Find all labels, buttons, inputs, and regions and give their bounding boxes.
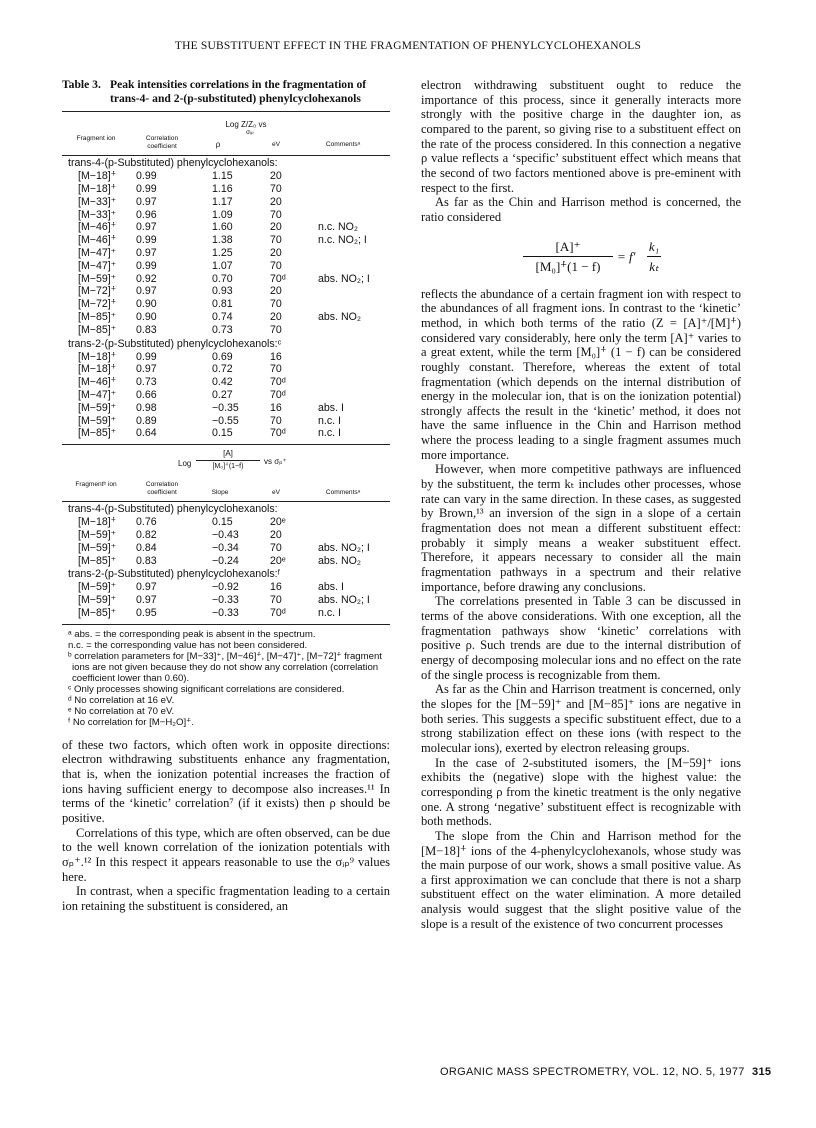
cell-rho-value: 1.25 [212,246,233,259]
cell-ev-value: 70ᵈ [270,388,286,401]
cell-fragment-ion: [M−46]⁺̇ [78,234,117,247]
part1-section-title: trans-2-(p-Substituted) phenylcyclohexanols:ᶜ [68,337,282,350]
cell-rho-value: 1.60 [212,221,233,234]
cell-slope-value: −0.24 [212,554,239,567]
part2-col-fragment: Fragmentᵇ ion [75,481,117,489]
part2-section-title: trans-4-(p-Substituted) phenylcyclohexanols: [68,503,278,516]
cell-correlation-coefficient: 0.83 [136,323,157,336]
cell-fragment-ion: [M−85]⁺ [78,606,117,619]
footnote: n.c. = the corresponding value has not been considered. [68,639,308,651]
right-paragraph-5: The correlations presented in Table 3 can be discussed in terms of the above considerations. With one exception, all the fragmentation pathways show ‘kinetic’ correlations with positive ρ. Such trends are due to the internal distribution of energy of decomposing molecular ions and no effect on the rate of the single process is recognizable from them. [421,594,741,682]
cell-correlation-coefficient: 0.97 [136,363,157,376]
table-row [62,402,390,415]
cell-fragment-ion: [M−59]⁺ [78,581,117,594]
part2-col-ev: eV [271,489,281,497]
cell-rho-value: −0.55 [212,414,239,427]
formula-k-den: kₜ [649,258,659,274]
part2-title-vs: vs σₚ⁺ [264,457,287,467]
table-row [62,516,390,529]
part1-body [62,156,390,440]
part2-col-corr: Correlation coefficient [145,481,179,496]
cell-ev-value: 16 [270,401,282,414]
right-paragraph-6: As far as the Chin and Harrison treatment is concerned, only the slopes for the [M−59]⁺ and [M−85]⁺ ions are negative in both series. This suggests a specific substituent effect, due to a strong stabilization effect on these ions (with respect to the molecular ions), exerted by electron releasing groups. [421,682,741,755]
right-paragraph-2: As far as the Chin and Harrison method is concerned, the ratio considered [421,195,741,224]
table-row [62,529,390,542]
cell-fragment-ion: [M−18]⁺̇ [78,363,117,376]
left-paragraph-3: In contrast, when a specific fragmentation leading to a certain ion retaining the substituent is considered, an [62,884,390,913]
table-row [62,351,390,364]
part1-col-rho: ρ [215,140,221,150]
cell-ev-value: 70 [270,363,282,376]
right-paragraph-8: The slope from the Chin and Harrison method for the [M−18]⁺̇ ions of the 4-phenylcyclohexanols, whose study was the main purpose of our work, shows a small positive value. As a first approximation we can conclude that there is not a sharp substituent effect on the water elimination. A more detailed analysis would suggest that the slight positive value of the slope is a result of the existence of two concurrent processes [421,828,741,931]
formula-k-num: k₁ [648,238,660,254]
table-row [62,260,390,273]
left-paragraph-2: Correlations of this type, which are often observed, can be due to the well known correlation of the ionization potentials with σₚ⁺.¹² In this respect it appears reasonable to use the σᵢₚ⁹ values here. [62,825,390,884]
cell-comments: n.c. NO₂; I [318,234,367,247]
cell-correlation-coefficient: 0.83 [136,554,157,567]
cell-fragment-ion: [M−72]⁺̇ [78,298,117,311]
footnote: ᵇ correlation parameters for [M−33]⁺, [M−46]⁺̇, [M−47]⁺, [M−72]⁺̇ fragment ions are not given because they do not show any correlation (correlation coefficient lower than 0.60). [68,650,382,684]
cell-rho-value: 0.73 [212,323,233,336]
cell-correlation-coefficient: 0.66 [136,388,157,401]
table-caption-text: Peak intensities correlations in the fragmentation of trans-4- and 2-(p-substituted) phenylcyclohexanols [110,78,367,105]
part2-header [62,479,390,501]
footnote: ᶜ Only processes showing significant correlations are considered. [68,683,345,695]
table-row [62,542,390,555]
cell-rho-value: 0.70 [212,272,233,285]
table-row [62,311,390,324]
cell-ev-value: 20 [270,195,282,208]
part2-title [62,445,390,479]
cell-correlation-coefficient: 0.64 [136,427,157,440]
part1-section-title: trans-4-(p-Substituted) phenylcyclohexanols: [68,157,278,170]
table-row [62,594,390,607]
cell-correlation-coefficient: 0.97 [136,594,157,607]
cell-fragment-ion: [M−59]⁺ [78,594,117,607]
cell-fragment-ion: [M−85]⁺ [78,554,117,567]
cell-slope-value: 0.15 [212,516,233,529]
cell-ev-value: 20ᵉ [270,554,286,567]
cell-correlation-coefficient: 0.99 [136,350,157,363]
cell-fragment-ion: [M−47]⁺ [78,246,117,259]
cell-fragment-ion: [M−59]⁺ [78,401,117,414]
part1-col-corr: Correlation coefficient [145,135,179,150]
cell-rho-value: 0.93 [212,285,233,298]
table-row [62,324,390,337]
running-head: THE SUBSTITUENT EFFECT IN THE FRAGMENTATION OF PHENYLCYCLOHEXANOLS [174,40,642,52]
right-paragraph-4: However, when more competitive pathways are influenced by the substituent, the term kₜ includes other processes, whose rate can vary in the same direction. In these cases, as suggested by Brown,¹³ an inversion of the sign in a slope of a certain fragmentation does not mean a different substituent effect: probably it simply means a weaker substituent effect. Therefore, it appears necessary to consider all the main fragmentation pathways in a spectrum and their relative importance, before drawing any conclusions. [421,462,741,594]
table-part1 [62,120,390,440]
cell-comments: abs. I [318,581,344,594]
cell-ev-value: 20 [270,310,282,323]
journal-citation: ORGANIC MASS SPECTROMETRY, VOL. 12, NO. 5, 1977 [440,1066,745,1078]
table-row [62,376,390,389]
cell-rho-value: 1.17 [212,195,233,208]
cell-fragment-ion: [M−46]⁺̇ [78,221,117,234]
cell-correlation-coefficient: 0.76 [136,516,157,529]
cell-ev-value: 70 [270,208,282,221]
table-part2 [62,445,390,620]
right-paragraph-1: electron withdrawing substituent ought to reduce the importance of this process, since it generally interacts more strongly with the positive charge in the daughter ion, as compared to the parent, so giving rise to a substituent effect on the rate of the process considered. In this connection a negative ρ value reflects a ‘specific’ substituent effect which means that the second of two factors mentioned above is pre-eminent with respect to the first. [421,78,741,195]
table-row [62,415,390,428]
left-body-text [62,738,390,914]
table-caption [62,78,390,105]
cell-comments: n.c. I [318,414,341,427]
part2-col-slope: Slope [211,489,229,497]
cell-ev-value: 20 [270,528,282,541]
cell-ev-value: 20ᵉ [270,516,286,529]
table-row [62,209,390,222]
part2-col-comments: Commentsᵃ [325,489,361,497]
cell-correlation-coefficient: 0.92 [136,272,157,285]
cell-ev-value: 20 [270,285,282,298]
part2-body [62,502,390,620]
cell-fragment-ion: [M−85]⁺ [78,323,117,336]
cell-ev-value: 70ᵈ [270,272,286,285]
part1-col-fragment: Fragment ion [76,135,116,143]
table-row [62,363,390,376]
cell-comments: n.c. I [318,606,341,619]
cell-rho-value: 1.15 [212,170,233,183]
cell-correlation-coefficient: 0.98 [136,401,157,414]
cell-correlation-coefficient: 0.96 [136,208,157,221]
cell-ev-value: 20 [270,221,282,234]
cell-rho-value: 0.74 [212,310,233,323]
cell-fragment-ion: [M−33]⁺ [78,208,117,221]
cell-ev-value: 16 [270,350,282,363]
cell-ev-value: 70 [270,298,282,311]
cell-comments: abs. NO₂ [318,310,361,323]
table-row [62,247,390,260]
cell-slope-value: −0.33 [212,606,239,619]
cell-rho-value: 0.69 [212,350,233,363]
cell-correlation-coefficient: 0.89 [136,414,157,427]
cell-comments: n.c. NO₂ [318,221,359,234]
right-column [421,78,741,931]
formula-denominator: [M₀]⁺̇(1 − f) [535,258,601,274]
cell-fragment-ion: [M−59]⁺ [78,414,117,427]
cell-comments: abs. NO₂; I [318,272,370,285]
cell-rho-value: 0.72 [212,363,233,376]
table-row [62,221,390,234]
cell-ev-value: 70 [270,323,282,336]
cell-ev-value: 70ᵈ [270,606,286,619]
table-bottom-rule [62,624,390,625]
footnote: ᶠ No correlation for [M−H₂O]⁺̇. [68,716,194,728]
cell-correlation-coefficient: 0.84 [136,541,157,554]
table-row [62,555,390,568]
left-column [62,78,390,914]
cell-correlation-coefficient: 0.73 [136,376,157,389]
cell-ev-value: 70 [270,594,282,607]
footnote: ᵉ No correlation at 70 eV. [68,705,175,717]
cell-correlation-coefficient: 0.99 [136,170,157,183]
cell-ev-value: 20 [270,170,282,183]
cell-correlation-coefficient: 0.82 [136,528,157,541]
cell-rho-value: 1.38 [212,234,233,247]
table-row [62,389,390,402]
cell-slope-value: −0.92 [212,581,239,594]
table-row [62,427,390,440]
cell-ev-value: 16 [270,581,282,594]
right-paragraph-7: In the case of 2-substituted isomers, the [M−59]⁺ ions exhibits the (negative) slope with the highest value: the corresponding ρ from the kinetic treatment is the only negative one. A strong ‘negative’ substituent effect is recognizable with both methods. [421,755,741,829]
cell-fragment-ion: [M−59]⁺ [78,541,117,554]
cell-comments: abs. NO₂; I [318,541,370,554]
cell-rho-value: 1.16 [212,182,233,195]
cell-rho-value: 1.09 [212,208,233,221]
cell-ev-value: 70 [270,182,282,195]
cell-ev-value: 70 [270,234,282,247]
cell-correlation-coefficient: 0.97 [136,195,157,208]
cell-ev-value: 20 [270,246,282,259]
part2-section-title: trans-2-(p-Substituted) phenylcyclohexanols:ᶠ [68,568,281,581]
table-row [62,273,390,286]
cell-fragment-ion: [M−59]⁺ [78,272,117,285]
cell-slope-value: −0.43 [212,528,239,541]
cell-fragment-ion: [M−33]⁺ [78,195,117,208]
page-footer [440,1066,771,1078]
part2-title-num: [A] [223,449,233,459]
cell-correlation-coefficient: 0.99 [136,259,157,272]
cell-rho-value: 0.27 [212,388,233,401]
cell-ev-value: 70 [270,259,282,272]
table-row [62,298,390,311]
cell-ev-value: 70ᵈ [270,427,286,440]
part1-col-ev: eV [271,141,281,149]
cell-rho-value: 0.42 [212,376,233,389]
table-label: Table 3. [62,78,101,91]
formula-numerator: [A]⁺ [555,238,581,254]
ratio-formula [421,225,741,287]
cell-correlation-coefficient: 0.97 [136,581,157,594]
cell-correlation-coefficient: 0.97 [136,285,157,298]
part1-header [62,129,390,155]
table-row [62,170,390,183]
table-top-rule [62,111,390,112]
cell-correlation-coefficient: 0.97 [136,221,157,234]
cell-comments: abs. NO₂; I [318,594,370,607]
footnote: ᵈ No correlation at 16 eV. [68,694,175,706]
left-paragraph-1: of these two factors, which often work in opposite directions: electron withdrawing substituents enhance any fragmentation, that is, when the ionization potential increases the fraction of ions having sufficient energy to decompose also increases.¹¹ In terms of the ‘kinetic’ correlation⁷ (if it exists) then ρ should be positive. [62,737,390,825]
part1-sigma-label: σᵢₚ [246,129,254,137]
cell-slope-value: −0.34 [212,541,239,554]
part1-col-comments: Commentsᵃ [325,141,361,149]
cell-comments: n.c. I [318,427,341,440]
right-paragraph-3: reflects the abundance of a certain fragment ion with respect to the abundances of all fragment ions. In contrast to the ‘kinetic’ method, in which both terms of the ratio (Z = [A]⁺/[M]⁺̇) considered vary considerably, here only the term [A]⁺ varies to a great extent, while the term [M₀]⁺̇ (1 − f) can be considered roughly constant. Therefore, whereas the extent of total fragmentation (which depends on the internal distribution of energy in the molecular ion, that is on the ionization potential) strongly affects the result in the ‘kinetic’ method, it does not have the same influence in the Chin and Harrison method where the process leading to a single fragment assumes much more importance. [421,286,741,462]
cell-correlation-coefficient: 0.99 [136,234,157,247]
table-row [62,581,390,594]
cell-slope-value: −0.33 [212,594,239,607]
cell-comments: abs. I [318,401,344,414]
cell-rho-value: 0.81 [212,298,233,311]
cell-rho-value: −0.35 [212,401,239,414]
cell-fragment-ion: [M−18]⁺̇ [78,182,117,195]
cell-correlation-coefficient: 0.97 [136,246,157,259]
table-row [62,234,390,247]
cell-ev-value: 70 [270,414,282,427]
cell-fragment-ion: [M−47]⁺ [78,388,117,401]
cell-fragment-ion: [M−85]⁺ [78,427,117,440]
cell-fragment-ion: [M−18]⁺̇ [78,170,117,183]
cell-fragment-ion: [M−47]⁺ [78,259,117,272]
cell-correlation-coefficient: 0.95 [136,606,157,619]
cell-correlation-coefficient: 0.90 [136,310,157,323]
cell-fragment-ion: [M−59]⁺ [78,528,117,541]
cell-rho-value: 1.07 [212,259,233,272]
cell-fragment-ion: [M−85]⁺ [78,310,117,323]
cell-comments: abs. NO₂ [318,554,361,567]
cell-ev-value: 70 [270,541,282,554]
table-row [62,285,390,298]
table-footnotes [62,629,390,728]
cell-fragment-ion: [M−18]⁺̇ [78,516,117,529]
page-number: 315 [752,1066,772,1078]
cell-fragment-ion: [M−72]⁺̇ [78,285,117,298]
cell-ev-value: 70ᵈ [270,376,286,389]
cell-correlation-coefficient: 0.90 [136,298,157,311]
cell-rho-value: 0.15 [212,427,233,440]
cell-correlation-coefficient: 0.99 [136,182,157,195]
cell-fragment-ion: [M−46]⁺̇ [78,376,117,389]
part2-title-log: Log [178,459,192,469]
part1-title: Log Z/Z₀ vs [225,120,267,130]
table-row [62,183,390,196]
part2-title-den: [M₀]⁺̇(1−f) [212,463,244,471]
formula-equals: = f′ [617,248,636,264]
cell-fragment-ion: [M−18]⁺̇ [78,350,117,363]
table-row [62,196,390,209]
table-row [62,607,390,620]
footnote: ᵃ abs. = the corresponding peak is absent in the spectrum. [68,628,316,640]
